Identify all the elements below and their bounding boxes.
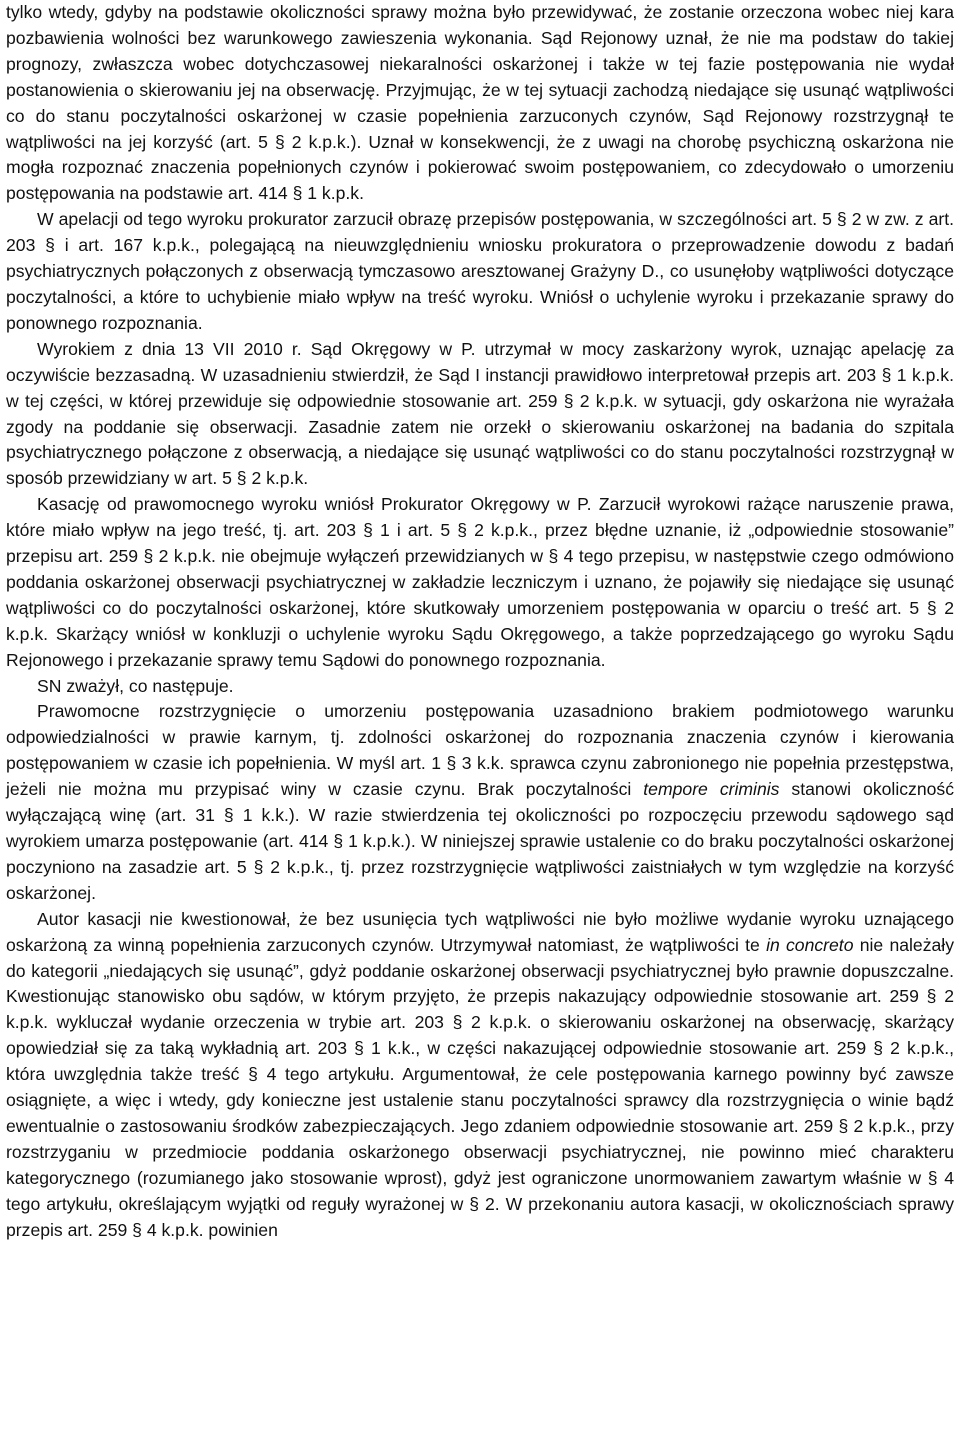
paragraph	[6, 907, 954, 1244]
text-segment: stanowi okoliczność wyłączającą winę (art. 31 § 1 k.k.). W razie stwierdzenia tej okoliczności po rozpoczęciu przewodu sądowego sąd wyrokiem umarza postępowanie (art. 414 § 1 k.p.k.). W niniejszej sprawie ustalenie co do braku poczytalności oskarżonej poczyniono na zasadzie art. 5 § 2 k.p.k., tj. przez rozstrzygnięcie wątpliwości zaistniałych w tym względzie na korzyść oskarżonej.	[6, 779, 954, 903]
text-segment: tylko wtedy, gdyby na podstawie okoliczności sprawy można było przewidywać, że zostanie orzeczona wobec niej kara pozbawienia wolności bez warunkowego zawieszenia wykonania. Sąd Rejonowy uznał, że nie ma podstaw do takiej prognozy, zwłaszcza wobec dotychczasowej niekaralności oskarżonej i także w tej fazie postępowania nie wydał postanowienia o skierowaniu jej na obserwację. Przyjmując, że w tej sytuacji zachodzą niedające się usunąć wątpliwości co do stanu poczytalności oskarżonej w czasie popełnienia zarzuconych czynów, Sąd Rejonowy rozstrzygnął te wątpliwości na jej korzyść (art. 5 § 2 k.p.k.). Uznał w konsekwencji, że z uwagi na chorobę psychiczną oskarżona nie mogła rozpoznać znaczenia popełnionych czynów i pokierować swoim postępowaniem, co zdecydowało o umorzeniu postępowania na podstawie art. 414 § 1 k.p.k.	[6, 2, 954, 204]
text-segment: Wyrokiem z dnia 13 VII 2010 r. Sąd Okręgowy w P. utrzymał w mocy zaskarżony wyrok, uznając apelację za oczywiście bezzasadną. W uzasadnieniu stwierdził, że Sąd I instancji prawidłowo interpretował przepis art. 203 § 1 k.p.k. w tej części, w której przewiduje się odpowiednie stosowanie art. 259 § 2 k.p.k. w sytuacji, gdy oskarżona nie wyrażała zgody na poddanie się obserwacji. Zasadnie zatem nie orzekł o skierowaniu oskarżonej na badania do szpitala psychiatrycznego połączone z obserwacją, a niedające się usunąć wątpliwości co do stanu poczytalności rozstrzygnął w sposób przewidziany w art. 5 § 2 k.p.k.	[6, 338, 954, 489]
text-segment: Prawomocne rozstrzygnięcie o umorzeniu postępowania uzasadniono brakiem podmiotowego warunku odpowiedzialności w prawie karnym, tj. zdolności oskarżonej do rozpoznania znaczenia czynów i kierowania postępowaniem w czasie ich popełnienia. W myśl art. 1 § 3 k.k. sprawca czynu zabronionego nie popełnia przestępstwa, jeżeli nie można mu przypisać winy w czasie czynu. Brak poczytalności	[6, 701, 954, 800]
italic-text: tempore criminis	[643, 779, 780, 800]
italic-text: in concreto	[766, 934, 854, 955]
paragraph	[6, 492, 954, 673]
paragraph	[6, 0, 954, 207]
document-page	[6, 0, 954, 1244]
paragraph	[6, 699, 954, 906]
paragraph	[6, 337, 954, 492]
text-segment: Kasację od prawomocnego wyroku wniósł Prokurator Okręgowy w P. Zarzucił wyrokowi rażące naruszenie prawa, które miało wpływ na jego treść, tj. art. 203 § 1 i art. 5 § 2 k.p.k., przez błędne uznanie, iż „odpowiednie stosowanie” przepisu art. 259 § 2 k.p.k. nie obejmuje wyłączeń przewidzianych w § 4 tego przepisu, w następstwie czego odmówiono poddania oskarżonej obserwacji psychiatrycznej w zakładzie leczniczym i uznano, że pojawiły się niedające się usunąć wątpliwości co do poczytalności oskarżonej, które skutkowały umorzeniem postępowania w oparciu o treść art. 5 § 2 k.p.k. Skarżący wniósł w konkluzji o uchylenie wyroku Sądu Okręgowego, a także poprzedzającego go wyroku Sądu Rejonowego i przekazanie sprawy temu Sądowi do ponownego rozpoznania.	[6, 494, 954, 670]
text-segment: nie należały do kategorii „niedających się usunąć”, gdyż poddanie oskarżonej obserwacji psychiatrycznej było prawnie dopuszczalne. Kwestionując stanowisko obu sądów, w którym przyjęto, że przepis nakazujący odpowiednie stosowanie art. 259 § 2 k.p.k. wykluczał wydanie orzeczenia w trybie art. 203 § 2 k.p.k. o skierowaniu oskarżonej na obserwację, skarżący opowiedział się za taką wykładnią art. 203 § 1 k.k., w części nakazującej odpowiednie stosowanie art. 259 § 2 k.p.k., która uwzględnia także treść § 4 tego artykułu. Argumentował, że cele postępowania karnego powinny być zawsze osiągnięte, a więc i wtedy, gdy konieczne jest ustalenie stanu poczytalności sprawcy dla rozstrzygnięcia o winie bądź ewentualnie o zastosowaniu środków zabezpieczających. Jego zdaniem odpowiednie stosowanie art. 259 § 2 k.p.k., przy rozstrzyganiu w przedmiocie poddania oskarżonego obserwacji psychiatrycznej, nie powinno mieć charakteru kategorycznego (rozumianego jako stosowanie wprost), gdyż jest ograniczone unormowaniem zawartym właśnie w § 4 tego artykułu, określającym wyjątki od reguły wyrażonej w § 2. W przekonaniu autora kasacji, w okolicznościach sprawy przepis art. 259 § 4 k.p.k. powinien	[6, 934, 955, 1240]
text-segment: SN zważył, co następuje.	[37, 675, 234, 696]
paragraph	[6, 207, 954, 337]
text-segment: W apelacji od tego wyroku prokurator zarzucił obrazę przepisów postępowania, w szczególności art. 5 § 2 w zw. z art. 203 § i art. 167 k.p.k., polegającą na nieuwzględnieniu wniosku prokuratora o przeprowadzenie dowodu z badań psychiatrycznych połączonych z obserwacją tymczasowo aresztowanej Grażyny D., co usunęłoby wątpliwości dotyczące poczytalności, a które to uchybienie miało wpływ na treść wyroku. Wniósł o uchylenie wyroku i przekazanie sprawy do ponownego rozpoznania.	[6, 209, 954, 333]
paragraph	[6, 674, 954, 700]
text-segment: Autor kasacji nie kwestionował, że bez usunięcia tych wątpliwości nie było możliwe wydanie wyroku uznającego oskarżoną za winną popełnienia zarzuconych czynów. Utrzymywał natomiast, że wątpliwości te	[6, 908, 954, 955]
